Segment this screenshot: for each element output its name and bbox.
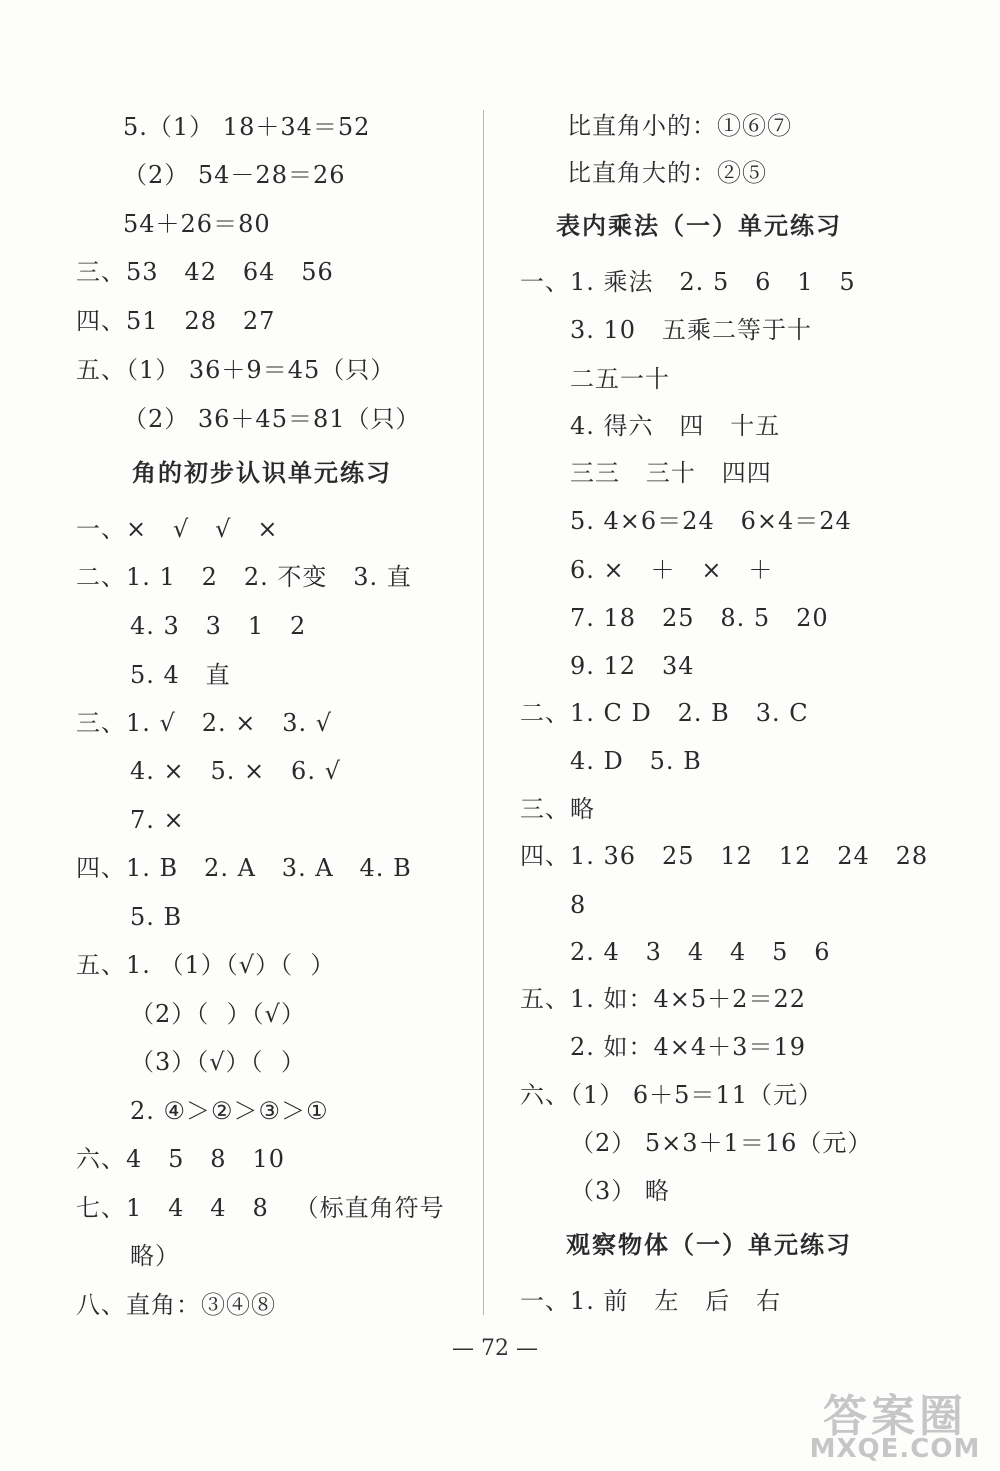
answer-line: 5. B	[130, 903, 183, 931]
watermark-logo	[800, 1380, 990, 1465]
watermark-url: MXQE.COM	[809, 1434, 981, 1464]
column-divider	[483, 110, 484, 1315]
answer-line: 6. × ＋ × ＋	[570, 556, 774, 584]
answer-line: （3）（√）（ ）	[130, 1048, 306, 1076]
answer-line: 4. 3 3 1 2	[130, 612, 307, 640]
answer-line: 比直角小的：①⑥⑦	[567, 112, 792, 140]
answer-line: 二五一十	[570, 365, 670, 393]
answer-line: 4. D 5. B	[570, 747, 702, 775]
answer-line: 4. × 5. × 6. √	[130, 757, 341, 785]
answer-line: 六、（1） 6＋5＝11（元）	[520, 1081, 823, 1109]
answer-line: 四、1. B 2. A 3. A 4. B	[76, 854, 412, 882]
answer-line: 3. 10 五乘二等于十	[570, 316, 812, 344]
answer-line: 比直角大的：②⑤	[567, 159, 767, 187]
answer-line: 五、1. （1）（√）（ ）	[76, 951, 336, 979]
answer-line: （2） 5×3＋1＝16（元）	[570, 1129, 873, 1157]
answer-line: 2. 4 3 4 4 5 6	[570, 938, 831, 966]
answer-line: 5. 4×6＝24 6×4＝24	[570, 507, 852, 535]
answer-line: 三、略	[520, 795, 595, 823]
answer-line: 一、× √ √ ×	[76, 515, 279, 543]
answer-line: 8	[570, 891, 587, 919]
answer-line: 二、1. C D 2. B 3. C	[520, 699, 809, 727]
answer-line: 五、1. 如：4×5＋2＝22	[520, 985, 806, 1013]
section-heading: 观察物体（一）单元练习	[566, 1231, 852, 1259]
section-heading: 表内乘法（一）单元练习	[556, 212, 842, 240]
answer-line: 一、1. 前 左 后 右	[520, 1287, 782, 1315]
answer-line: 2. 如：4×4＋3＝19	[570, 1033, 806, 1061]
answer-line: 三、53 42 64 56	[76, 258, 334, 286]
answer-line: 略）	[130, 1242, 180, 1270]
answer-line: 7. 18 25 8. 5 20	[570, 604, 829, 632]
answer-line: （2） 36＋45＝81（只）	[123, 405, 421, 433]
answer-line: 5. 4 直	[130, 661, 231, 689]
answer-line: 六、4 5 8 10	[76, 1145, 286, 1173]
answer-line: 三、1. √ 2. × 3. √	[76, 709, 333, 737]
answer-line: 八、直角：③④⑧	[76, 1291, 276, 1319]
page-number: — 72 —	[452, 1336, 538, 1361]
answer-line: 五、（1） 36＋9＝45（只）	[76, 356, 396, 384]
answer-line: 二、1. 1 2 2. 不变 3. 直	[76, 563, 412, 591]
answer-line: 三三 三十 四四	[570, 459, 772, 487]
answer-line: （2）（ ）（√）	[130, 1000, 306, 1028]
section-heading: 角的初步认识单元练习	[132, 459, 392, 487]
answer-line: 七、1 4 4 8 （标直角符号	[76, 1194, 445, 1222]
answer-line: 2. ④＞②＞③＞①	[130, 1097, 329, 1125]
answer-line: （2） 54－28＝26	[123, 161, 346, 189]
answer-line: 9. 12 34	[570, 652, 695, 680]
answer-line: 7. ×	[130, 806, 185, 834]
answer-line: 四、1. 36 25 12 12 24 28	[520, 842, 929, 870]
answer-line: 一、1. 乘法 2. 5 6 1 5	[520, 268, 856, 296]
answer-line: 5.（1） 18＋34＝52	[123, 113, 371, 141]
answer-line: （3） 略	[570, 1177, 670, 1205]
answer-line: 四、51 28 27	[76, 307, 276, 335]
watermark-title: 答案圈	[823, 1391, 967, 1442]
answer-line: 4. 得六 四 十五	[570, 412, 781, 440]
answer-line: 54＋26＝80	[123, 210, 271, 238]
